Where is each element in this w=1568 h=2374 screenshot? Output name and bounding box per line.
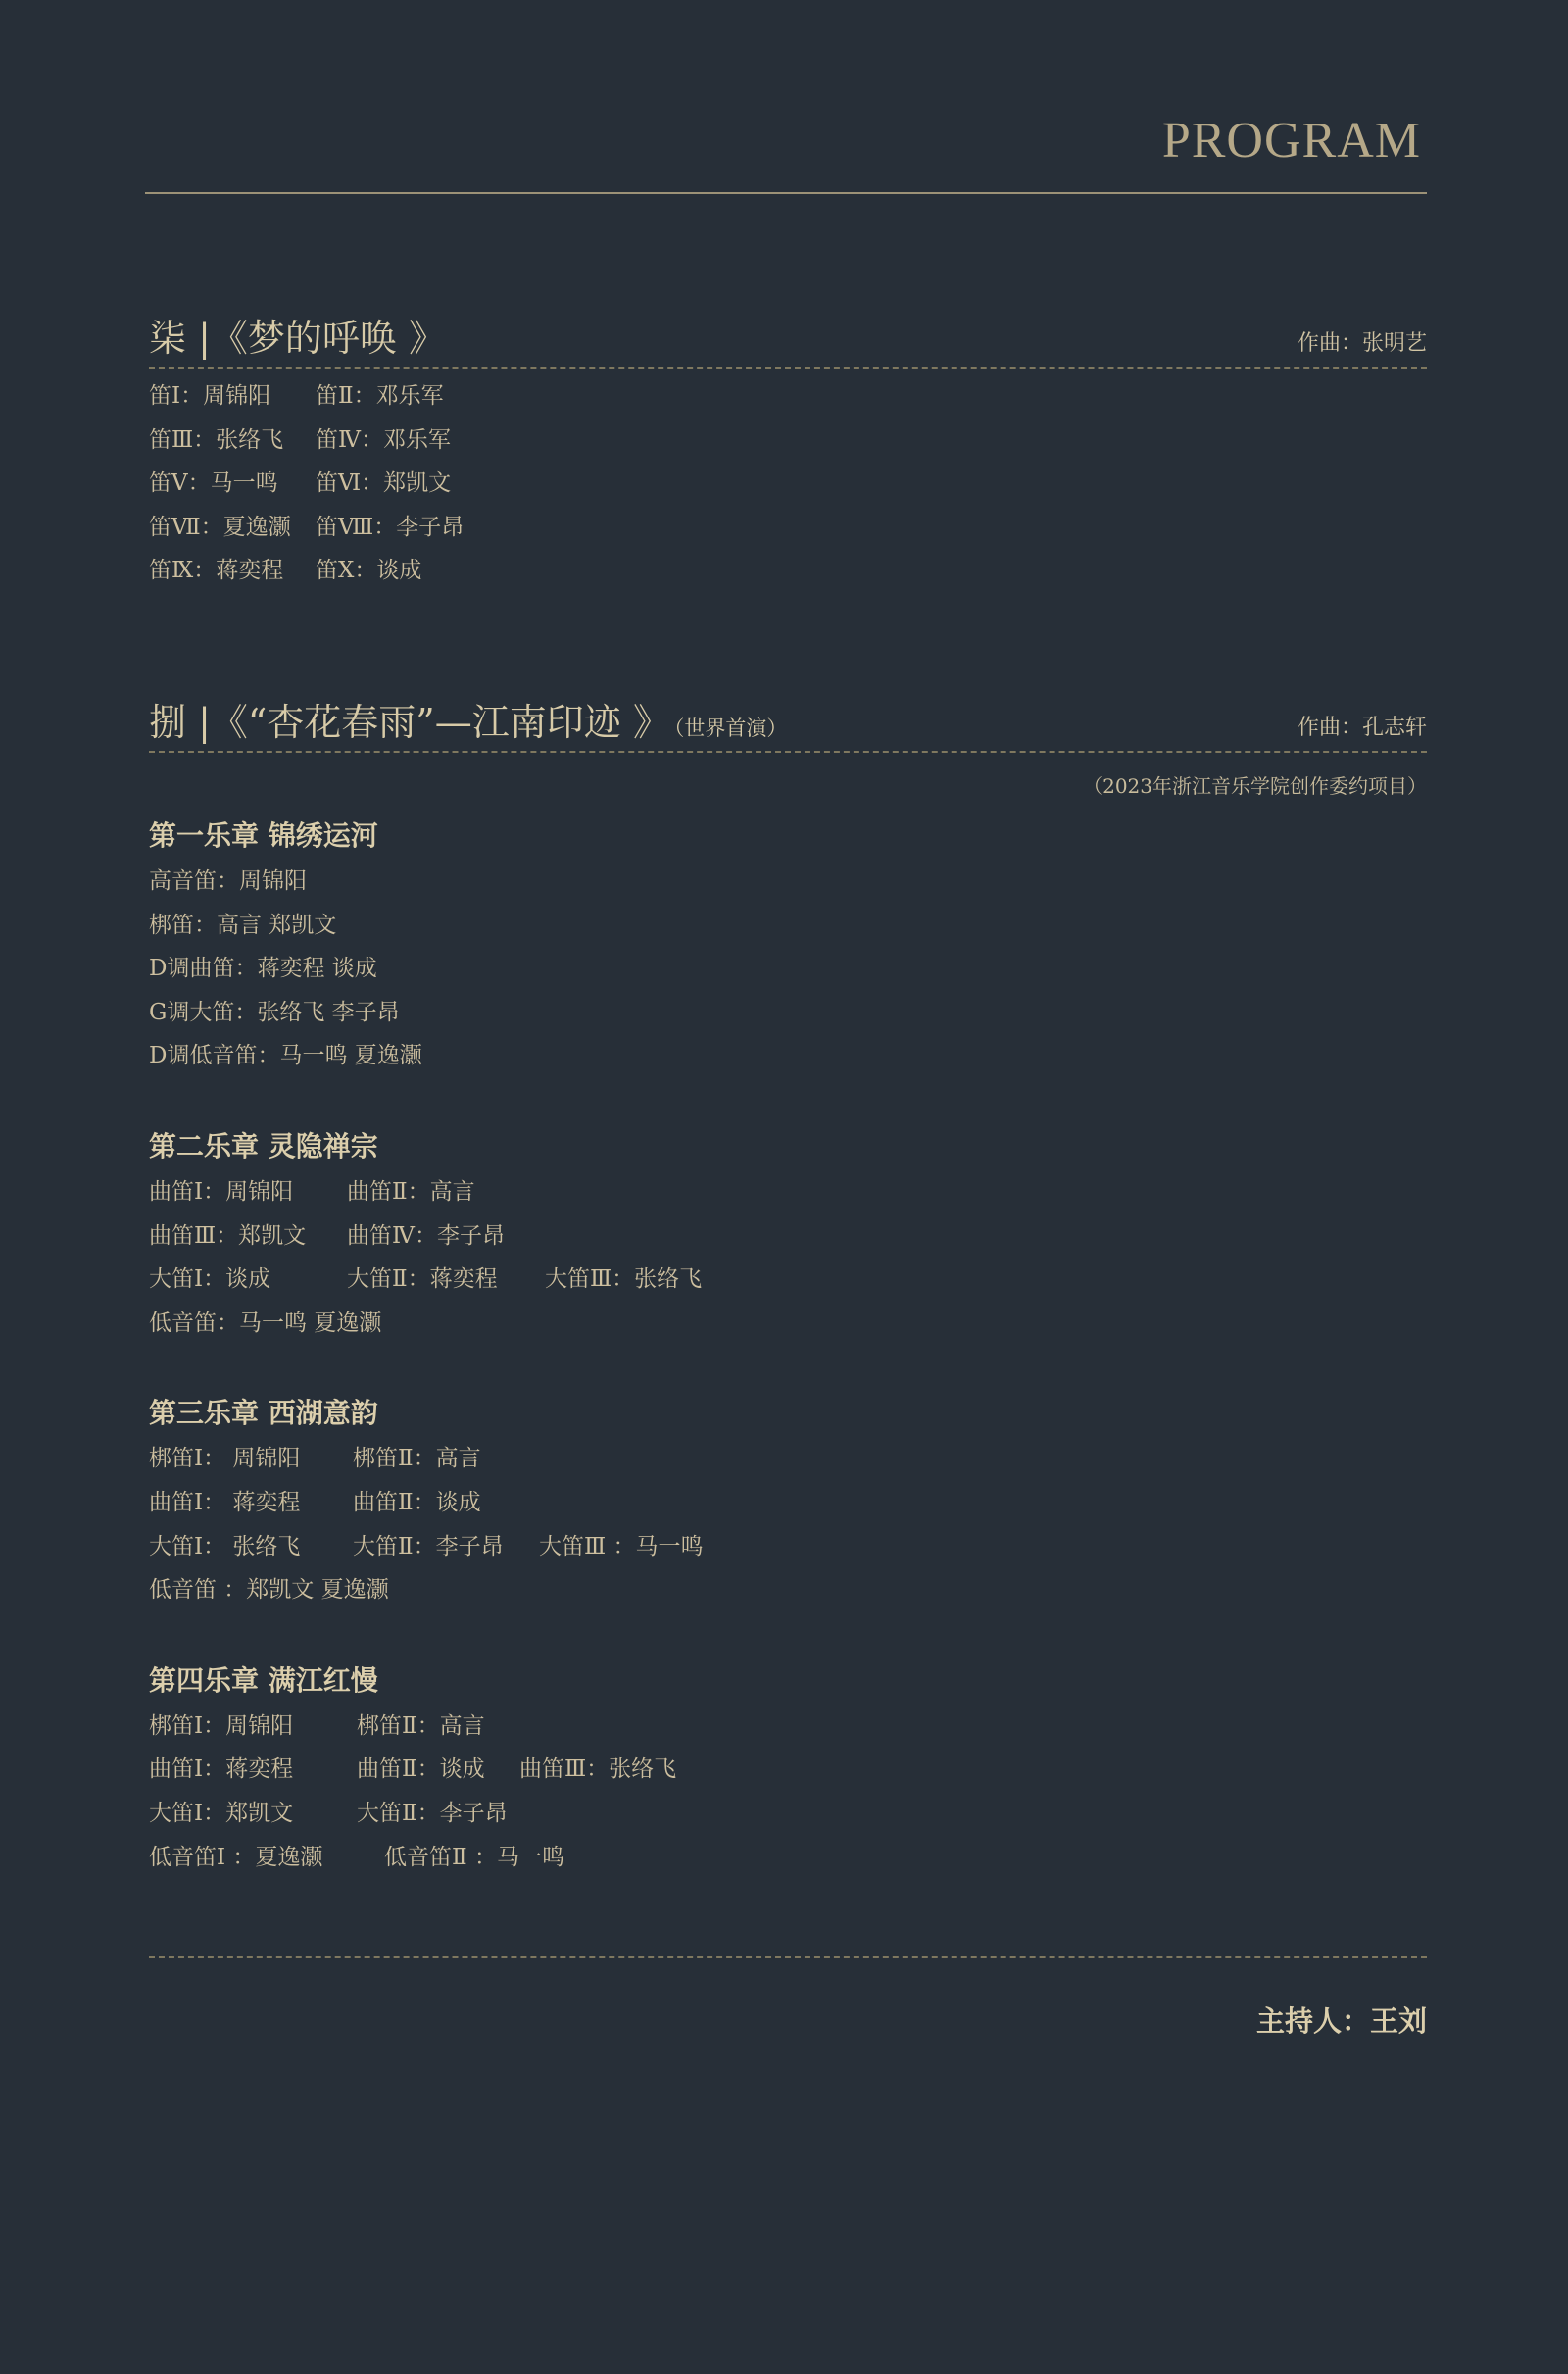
- movement-1: [149, 813, 1427, 1078]
- performer-row: [149, 462, 1427, 506]
- program-header: [145, 0, 1427, 194]
- program-title: PROGRAM: [1161, 113, 1421, 169]
- performer-entry: 笛Ⅷ：李子昂: [316, 514, 465, 540]
- performer-entry: 曲笛Ⅰ： 蒋奕程: [149, 1489, 301, 1515]
- performer-row: [149, 1568, 1427, 1612]
- performer-row: [149, 1748, 1427, 1792]
- piece-7: [149, 308, 1427, 593]
- performer-entry: 曲笛Ⅰ：蒋奕程: [149, 1756, 294, 1783]
- performer-row: [149, 1525, 1427, 1569]
- performer-entry: D调曲笛：蒋奕程 谈成: [149, 956, 377, 982]
- piece-8-composer: 作曲：孔志轩: [1297, 716, 1427, 740]
- performer-entry: 曲笛Ⅱ：高言: [347, 1178, 475, 1205]
- piece-8-commission: （2023年浙江音乐学院创作委约项目）: [1083, 774, 1427, 798]
- movement-3-title: 第三乐章 西湖意韵: [149, 1397, 378, 1430]
- piece-8: [149, 692, 1427, 1879]
- performer-entry: 大笛Ⅰ：郑凯文: [149, 1800, 294, 1826]
- piece-7-title: 柒 |《梦的呼唤 》: [149, 317, 446, 360]
- performer-row: [149, 947, 1427, 991]
- performer-entry: 低音笛Ⅰ ：夏逸灏: [149, 1844, 323, 1870]
- piece-8-subtitle: （世界首演）: [673, 717, 788, 740]
- performer-row: [149, 991, 1427, 1035]
- performer-row: [149, 1302, 1427, 1346]
- program-page: [145, 0, 1427, 2038]
- performer-entry: 笛Ⅲ：张络飞: [149, 426, 284, 453]
- performer-entry: 梆笛Ⅱ：高言: [353, 1446, 481, 1472]
- performer-entry: 笛Ⅹ：谈成: [316, 558, 422, 584]
- piece-7-heading: [149, 308, 1427, 369]
- performer-entry: 大笛Ⅲ：张络飞: [545, 1266, 703, 1293]
- performer-entry: 低音笛 ：郑凯文 夏逸灏: [149, 1577, 389, 1604]
- performer-entry: 笛Ⅵ：郑凯文: [316, 470, 452, 497]
- performer-entry: 曲笛Ⅰ：周锦阳: [149, 1178, 294, 1205]
- movement-2: [149, 1123, 1427, 1345]
- performer-entry: 笛Ⅱ：邓乐军: [316, 383, 444, 409]
- performer-entry: 低音笛：马一鸣 夏逸灏: [149, 1310, 382, 1336]
- movement-4: [149, 1657, 1427, 1879]
- piece-7-performers: [149, 374, 1427, 593]
- performer-entry: 大笛Ⅰ： 张络飞: [149, 1533, 301, 1559]
- performer-row: [149, 1258, 1427, 1302]
- piece-8-title: [149, 701, 788, 744]
- performer-row: [149, 1705, 1427, 1749]
- movement-2-title: 第二乐章 灵隐禅宗: [149, 1129, 378, 1162]
- performer-entry: 笛Ⅴ：马一鸣: [149, 470, 278, 497]
- performer-entry: 大笛Ⅱ：蒋奕程: [347, 1266, 498, 1293]
- performer-entry: 梆笛Ⅰ： 周锦阳: [149, 1446, 301, 1472]
- performer-row: [149, 1170, 1427, 1214]
- performer-entry: 笛Ⅰ：周锦阳: [149, 383, 271, 409]
- piece-8-movements: [149, 813, 1427, 1879]
- performer-entry: 曲笛Ⅲ：郑凯文: [149, 1222, 307, 1249]
- host-credit: 主持人：王刘: [1255, 2004, 1427, 2038]
- performer-row: [149, 374, 1427, 419]
- performer-entry: 大笛Ⅱ：李子昂: [353, 1533, 504, 1559]
- performer-row: [149, 419, 1427, 463]
- piece-7-composer: 作曲：张明艺: [1297, 331, 1427, 356]
- performer-entry: G调大笛：张络飞 李子昂: [149, 999, 400, 1025]
- performer-row: [149, 506, 1427, 550]
- performer-entry: 高音笛：周锦阳: [149, 868, 307, 894]
- movement-3: [149, 1390, 1427, 1611]
- performer-row: [149, 1034, 1427, 1078]
- performer-row: [149, 1481, 1427, 1525]
- performer-entry: 曲笛Ⅱ：谈成: [357, 1756, 485, 1783]
- performer-entry: 大笛Ⅰ：谈成: [149, 1266, 271, 1293]
- performer-entry: 大笛Ⅱ：李子昂: [357, 1800, 508, 1826]
- performer-entry: 曲笛Ⅱ：谈成: [353, 1489, 481, 1515]
- performer-row: [149, 1437, 1427, 1481]
- performer-row: [149, 549, 1427, 593]
- performer-entry: 梆笛Ⅱ：高言: [357, 1712, 485, 1739]
- performer-entry: 笛Ⅳ：邓乐军: [316, 426, 451, 453]
- performer-entry: 曲笛Ⅲ：张络飞: [519, 1756, 677, 1783]
- performer-entry: 梆笛：高言 郑凯文: [149, 912, 337, 938]
- performer-entry: 大笛Ⅲ ：马一鸣: [539, 1533, 704, 1559]
- piece-8-heading: [149, 692, 1427, 753]
- movement-1-title: 第一乐章 锦绣运河: [149, 819, 378, 852]
- header-divider: [145, 192, 1427, 194]
- performer-row: [149, 1214, 1427, 1259]
- performer-entry: 梆笛Ⅰ：周锦阳: [149, 1712, 294, 1739]
- performer-row: [149, 1836, 1427, 1880]
- performer-row: [149, 860, 1427, 904]
- piece-8-title-text: 捌 |《“杏花春雨”—江南印迹 》: [149, 701, 670, 744]
- performer-entry: D调低音笛：马一鸣 夏逸灏: [149, 1043, 422, 1069]
- performer-entry: 笛Ⅶ：夏逸灏: [149, 514, 291, 540]
- movement-4-title: 第四乐章 满江红慢: [149, 1663, 378, 1697]
- performer-entry: 曲笛Ⅳ：李子昂: [347, 1222, 505, 1249]
- performer-row: [149, 1792, 1427, 1836]
- performer-entry: 笛Ⅸ：蒋奕程: [149, 558, 284, 584]
- footer-divider: [149, 1956, 1427, 1958]
- performer-row: [149, 904, 1427, 948]
- performer-entry: 低音笛Ⅱ ：马一鸣: [384, 1844, 564, 1870]
